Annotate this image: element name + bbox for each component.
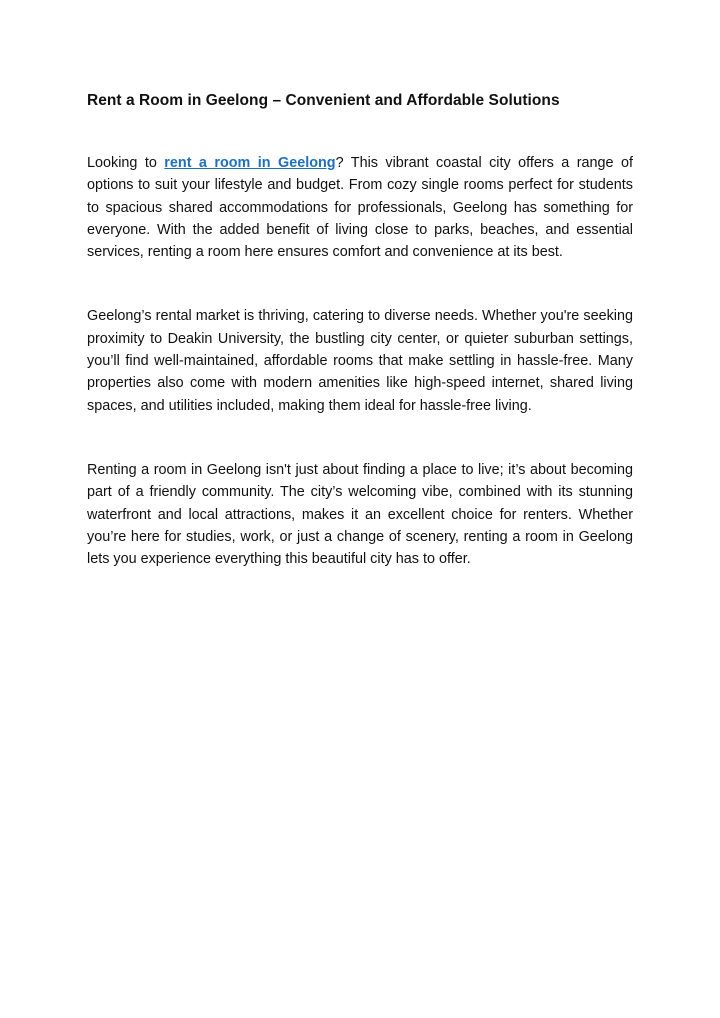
paragraph-intro-lead: Looking to [87,155,165,171]
paragraph-intro-rest: ? This vibrant coastal city offers a range of options to suit your lifestyle and budget. From cozy single rooms perfect for students to spacious shared accommodations for professionals, Geelong has something for everyone. With the added benefit of living close to parks, beaches, and essential services, renting a room here ensures comfort and convenience at its best. [87,155,633,261]
paragraph-community: Renting a room in Geelong isn't just about finding a place to live; it’s about becoming part of a friendly community. The city’s welcoming vibe, combined with its stunning waterfront and local attractions, makes it an excellent choice for renters. Whether you’re here for studies, work, or just a change of scenery, renting a room in Geelong lets you experience everything this beautiful city has to offer. [87,461,633,568]
rent-room-link[interactable]: rent a room in Geelong [164,155,336,171]
document-title: Rent a Room in Geelong – Convenient and Affordable Solutions [87,92,560,109]
paragraph-rental-market: Geelong’s rental market is thriving, catering to diverse needs. Whether you're seeking proximity to Deakin University, the bustling city center, or quieter suburban settings, you’ll find well-maintained, affordable rooms that make settling in hassle-free. Many properties also come with modern amenities like high-speed internet, shared living spaces, and utilities included, making them ideal for hassle-free living. [87,308,633,414]
document-body [87,90,633,570]
paragraph-intro [87,152,633,263]
